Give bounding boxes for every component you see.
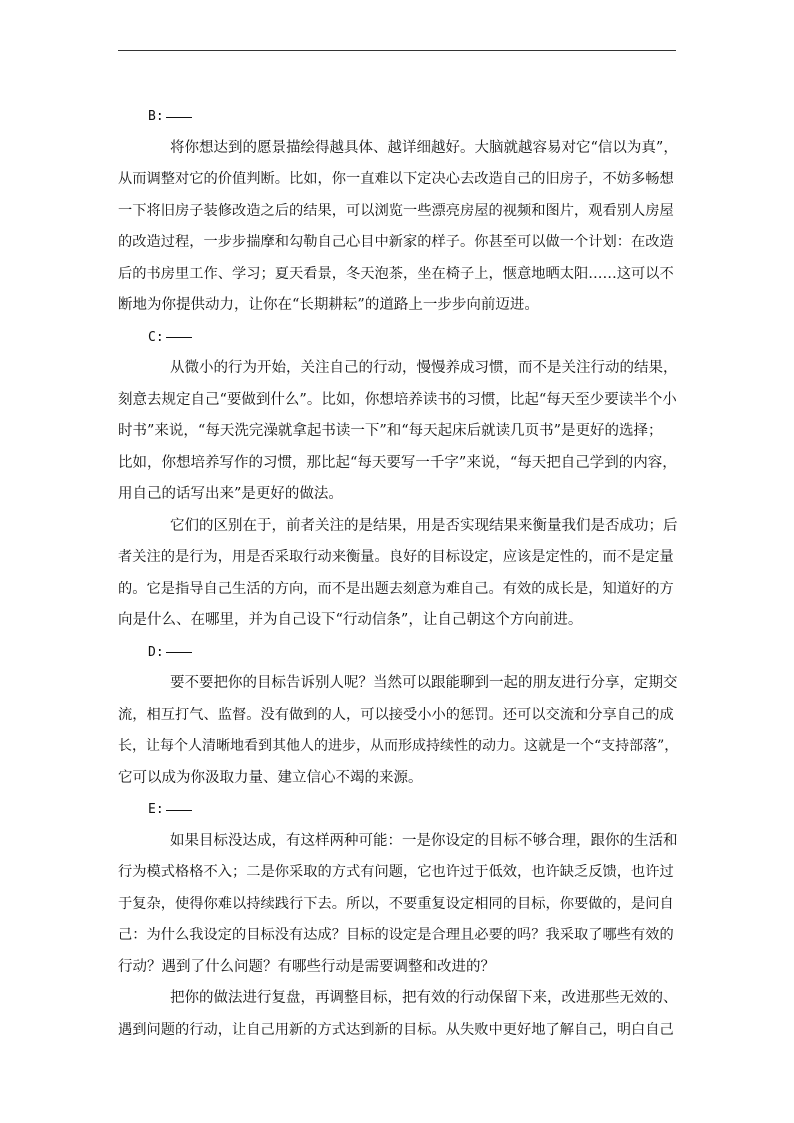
paragraph-line: 把你的做法进行复盘，再调整目标，把有效的行动保留下来，改进那些无效的、	[170, 990, 678, 1006]
paragraph-line: 于复杂，使得你难以持续践行下去。所以，不要重复设定相同的目标，你要做的，是问自	[118, 895, 674, 912]
paragraph-line: 向是什么、在哪里，并为自己设下“行动信条”，让自己朝这个方向前进。	[118, 612, 583, 628]
paragraph-line: 行动？遇到了什么问题？有哪些行动是需要调整和改进的？	[118, 958, 495, 975]
answer-blank	[166, 116, 192, 118]
paragraph-line: 遇到问题的行动，让自己用新的方式达到新的目标。从失败中更好地了解自己，明白自己	[118, 1021, 674, 1038]
paragraph-line: 它们的区别在于，前者关注的是结果，用是否实现结果来衡量我们是否成功；后	[170, 517, 678, 534]
paragraph-line: 一下将旧房子装修改造之后的结果，可以浏览一些漂亮房屋的视频和图片，观看别人房屋	[118, 202, 674, 219]
option-label: E:	[148, 802, 164, 817]
paragraph-line: 的。它是指导自己生活的方向，而不是出题去刻意为难自己。有效的成长是，知道好的方	[118, 580, 674, 597]
paragraph-line: 己：为什么我设定的目标没有达成？目标的设定是合理且必要的吗？我采取了哪些有效的	[118, 927, 674, 943]
option-label-line	[118, 101, 678, 133]
option-label-line	[118, 322, 678, 354]
paragraph-line: 时书”来说，“每天洗完澡就拿起书读一下”和“每天起床后就读几页书”是更好的选择；	[118, 423, 663, 439]
option-label: B:	[148, 109, 164, 124]
paragraph-line: 从而调整对它的价值判断。比如，你一直难以下定决心去改造自己的旧房子，不妨多畅想	[118, 171, 674, 187]
answer-blank	[166, 651, 192, 653]
paragraph-line: 将你想达到的愿景描绘得越具体、越详细越好。大脑就越容易对它“信以为真”，	[170, 139, 678, 156]
paragraph-line: 它可以成为你汲取力量、建立信心不竭的来源。	[118, 769, 423, 786]
paragraph-line: 断地为你提供动力，让你在“长期耕耘”的道路上一步步向前迈进。	[118, 297, 539, 313]
paragraph-line: 比如，你想培养写作的习惯，那比起“每天要写一千字”来说，“每天把自己学到的内容，	[118, 454, 677, 471]
option-label: C:	[148, 329, 164, 345]
header-rule	[118, 50, 676, 51]
paragraph-line: 行为模式格格不入；二是你采取的方式有问题，它也许过于低效，也许缺乏反馈，也许过	[118, 864, 674, 880]
paragraph-line: 的改造过程，一步步揣摩和勾勒自己心目中新家的样子。你甚至可以做一个计划：在改造	[118, 234, 674, 250]
option-label-line	[118, 637, 678, 669]
answer-blank	[166, 809, 192, 811]
paragraph-line: 用自己的话写出来”是更好的做法。	[118, 486, 343, 502]
paragraph-line: 长，让每个人清晰地看到其他人的进步，从而形成持续性的动力。这就是一个“支持部落”，	[118, 738, 679, 754]
paragraph-line: 刻意去规定自己“要做到什么”。比如，你想培养读书的习惯，比起“每天至少要读半个小	[118, 391, 677, 408]
paragraph-line: 流，相互打气、监督。没有做到的人，可以接受小小的惩罚。还可以交流和分享自己的成	[118, 706, 674, 723]
option-label: D:	[148, 644, 164, 660]
paragraph-line: 从微小的行为开始，关注自己的行动，慢慢养成习惯，而不是关注行动的结果，	[170, 360, 678, 376]
paragraph-line: 后的书房里工作、学习；夏天看景，冬天泡茶，坐在椅子上，惬意地晒太阳……这可以不	[118, 265, 674, 282]
paragraph-line: 者关注的是行为，用是否采取行动来衡量。良好的目标设定，应该是定性的，而不是定量	[118, 549, 674, 565]
document-body	[118, 101, 678, 1046]
option-label-line	[118, 794, 678, 826]
paragraph-line: 要不要把你的目标告诉别人呢？当然可以跟能聊到一起的朋友进行分享，定期交	[170, 675, 678, 691]
answer-blank	[166, 336, 192, 338]
paragraph-line: 如果目标没达成，有这样两种可能：一是你设定的目标不够合理，跟你的生活和	[170, 832, 678, 849]
